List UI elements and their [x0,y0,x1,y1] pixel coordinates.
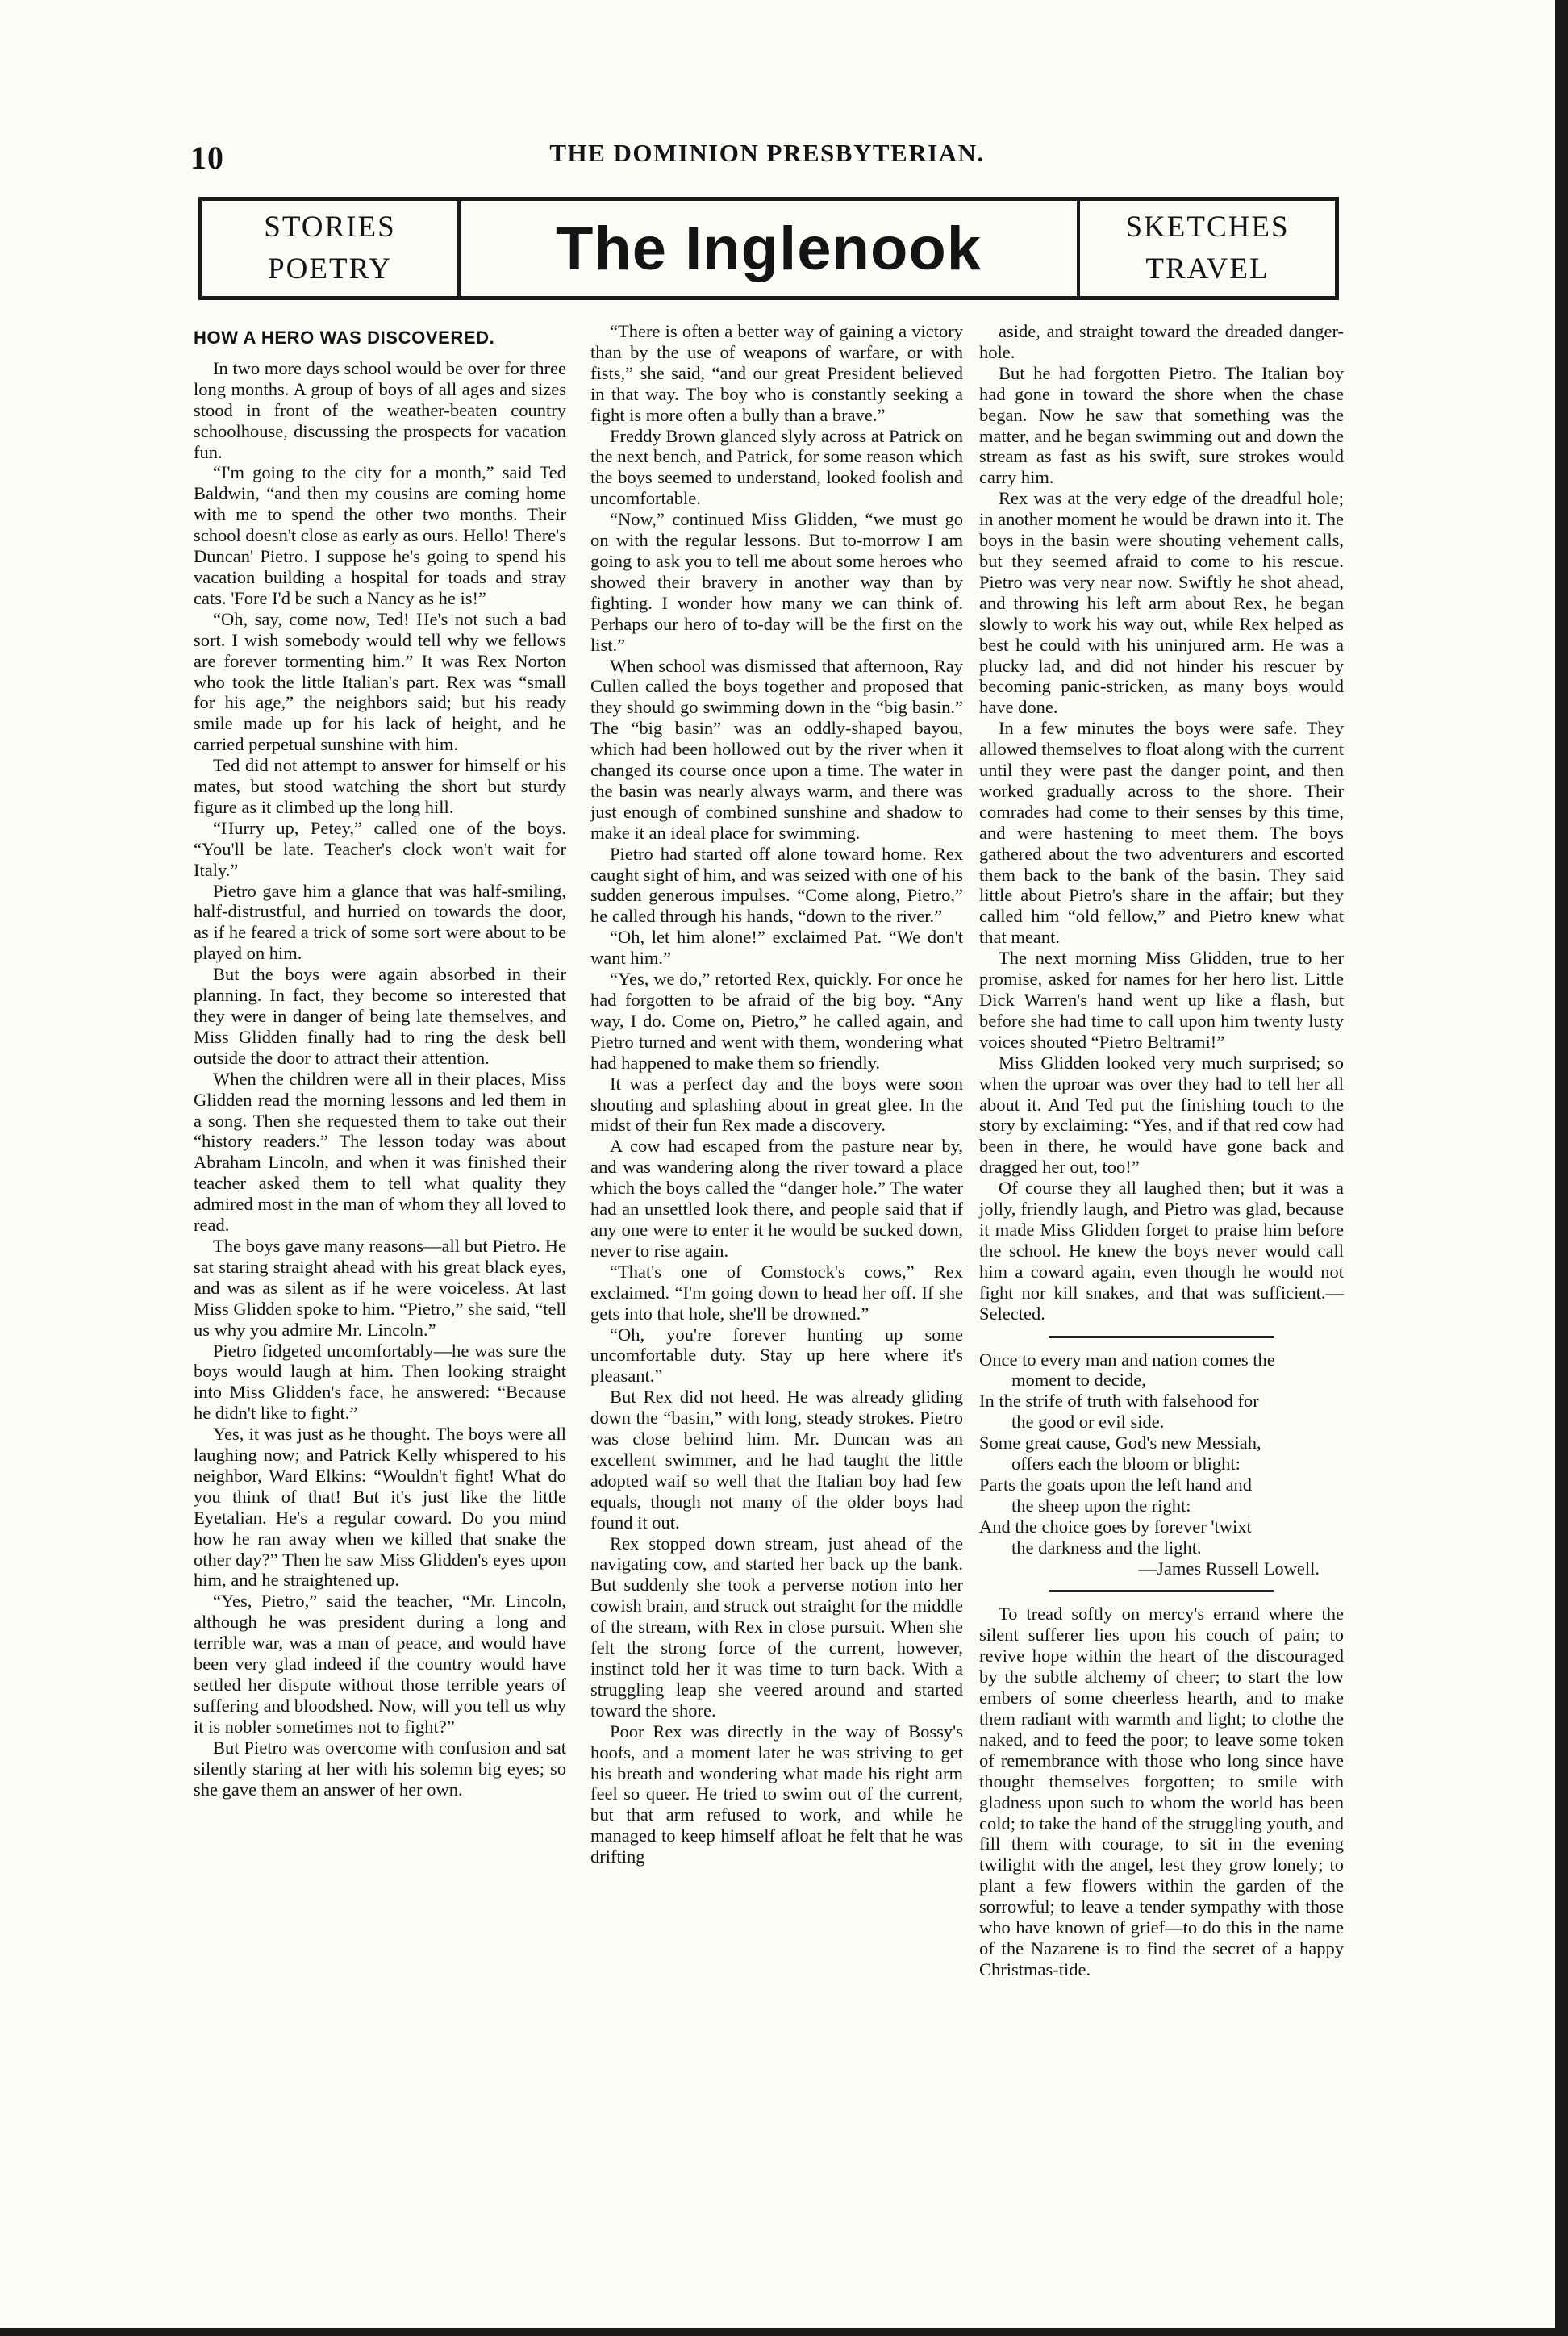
poem-line: the sheep upon the right: [1011,1495,1191,1516]
poem-line: moment to decide, [1011,1370,1146,1391]
paragraph: When the children were all in their places, Miss Glidden read the morning lessons and led them in a song. Then she requested them to take out their “history readers.” The lesson today was about Abraham Lincoln, and when it was finished their teacher asked them to tell what quality they admired most in the man of whom they all loved to read. [194,1068,566,1236]
paragraph: “Hurry up, Petey,” called one of the boys. “You'll be late. Teacher's clock won't wait for Italy.” [194,817,566,880]
poem-line: the darkness and the light. [1011,1537,1202,1558]
poem-attribution: —James Russell Lowell. [1138,1558,1320,1579]
column-1-body [194,358,566,1800]
paragraph: A cow had escaped from the pasture near by, and was wandering along the river toward a place which the boys called the “danger hole.” The water had an unsettled look there, and people said that if any one were to enter it he would be sucked down, never to rise again. [590,1136,963,1261]
poem-line: the good or evil side. [1011,1412,1165,1433]
paragraph: Miss Glidden looked very much surprised; so when the uproar was over they had to tell her all about it. And Ted put the finishing touch to the story by exclaiming: “Yes, and if that red cow had been in there, he would have gone back and dragged her out, too!” [979,1052,1344,1178]
paragraph: In a few minutes the boys were safe. They allowed themselves to float along with the current until they were past the danger point, and then worked gradually across to the shore. Their comrades had come to their senses by this time, and were hastening to meet them. The boys gathered about the two adventurers and escorted them back to the bank of the basin. They said little about Pietro's share in the affair; but they called him “old fellow,” and Pietro knew what that meant. [979,718,1344,948]
page-number: 10 [190,140,224,176]
paragraph: “That's one of Comstock's cows,” Rex exclaimed. “I'm going down to head her off. If she gets into that hole, she'll be drowned.” [590,1261,963,1324]
scan-edge-bottom [0,2328,1568,2336]
paragraph: Poor Rex was directly in the way of Bossy's hoofs, and a moment later he was striving to get his breath and wondering what made his right arm feel so queer. He tried to swim out of the current, but that arm refused to work, and while he managed to keep himself afloat he felt that he was drifting [590,1721,963,1867]
masthead [198,197,1339,300]
paragraph: “Oh, you're forever hunting up some uncomfortable duty. Stay up here where it's pleasant.” [590,1324,963,1387]
publication-title: THE DOMINION PRESBYTERIAN. [549,139,985,167]
paragraph: But he had forgotten Pietro. The Italian boy had gone in toward the shore when the chase began. Now he saw that something was the matter, and he began swimming out and down the stream as fast as his swift, sure strokes would carry him. [979,362,1344,488]
paragraph: “Oh, let him alone!” exclaimed Pat. “We don't want him.” [590,927,963,969]
paragraph: Rex stopped down stream, just ahead of the navigating cow, and started her back up the bank. But suddenly she took a perverse notion into her cowish brain, and struck out straight for the middle of the stream, with Rex in close pursuit. When she felt the strong force of the current, however, instinct told her it was time to turn back. With a struggling leap she veered around and started toward the shore. [590,1533,963,1721]
section-divider [1049,1336,1274,1338]
paragraph: It was a perfect day and the boys were soon shouting and splashing about in great glee. In the midst of their fun Rex made a discovery. [590,1073,963,1136]
column-3 [979,321,1344,2273]
paragraph: Pietro fidgeted uncomfortably—he was sure the boys would laugh at him. Then looking straight into Miss Glidden's face, he answered: “Because he didn't like to fight.” [194,1340,566,1424]
story-headline: HOW A HERO WAS DISCOVERED. [194,327,495,348]
paragraph: Freddy Brown glanced slyly across at Patrick on the next bench, and Patrick, for some reason which the boys seemed to understand, looked foolish and uncomfortable. [590,425,963,509]
paragraph: Of course they all laughed then; but it was a jolly, friendly laugh, and Pietro was glad, because it made Miss Glidden forget to praise him before the school. He knew the boys never would call him a coward again, even though he would not fight nor kill snakes, and that was sufficient.—Selected. [979,1178,1344,1324]
paragraph: In two more days school would be over for three long months. A group of boys of all ages and sizes stood in front of the weather-beaten country schoolhouse, discussing the prospects for vacation fun. [194,357,567,462]
masthead-left-box [202,201,461,296]
closing-text: To tread softly on mercy's errand where the silent sufferer lies upon his couch of pain; to revive hope within the heart of the discouraged by the subtle alchemy of cheer; to start the low embers of some cheerless hearth, and to make them radiant with warmth and light; to clothe the naked, and to feed the poor; to leave some token of remembrance with those who long since have thought themselves forgotten; to smile with gladness upon such to whom the world has been cold; to take the hand of the struggling youth, and fill them with courage, to sit in the evening twilight with the angel, lest they grow lonely; to plant a few flowers within the garden of the sorrowful; to leave a tender sympathy with those who have known of grief—to do this in the name of the Nazarene is to find the secret of a happy Christmas-tide. [979,1604,1344,1979]
paragraph: Yes, it was just as he thought. The boys were all laughing now; and Patrick Kelly whispered to his neighbor, Ward Elkins: “Wouldn't fight! What do you think of that! But it's just like the little Eyetalian. He's a regular coward. Do you mind how he ran away when we killed that snake the other day?” Then he saw Miss Glidden's eyes upon him, and he straightened up. [194,1424,566,1591]
paragraph: Ted did not attempt to answer for himself or his mates, but stood watching the short but sturdy figure as it climbed up the long hill. [194,755,566,817]
poem-line: Parts the goats upon the left hand and [979,1474,1253,1495]
paragraph: Rex was at the very edge of the dreadful hole; in another moment he would be drawn into it. The boys in the basin were shouting vehement calls, but they seemed afraid to come to his rescue. Pietro was very near now. Swiftly he shot ahead, and throwing his left arm about Rex, he began slowly to work his way out, while Rex helped as best he could with his uninjured arm. He was a plucky lad, and did not hinder his rescuer by becoming panic-stricken, as many boys would have done. [979,488,1344,718]
paragraph: The boys gave many reasons—all but Pietro. He sat staring straight ahead with his great black eyes, and was as silent as if he were voiceless. At last Miss Glidden spoke to him. “Pietro,” she said, “tell us why you admire Mr. Lincoln.” [194,1235,566,1340]
section-divider-2 [1049,1590,1274,1592]
masthead-right-bottom: TRAVEL [1145,252,1270,286]
paragraph: But Pietro was overcome with confusion and sat silently staring at her with his solemn big eyes; so she gave them an answer of her own. [194,1737,566,1800]
poem-line: In the strife of truth with falsehood for [979,1391,1259,1412]
poem-line: offers each the bloom or blight: [1011,1454,1241,1475]
paragraph: Pietro gave him a glance that was half-smiling, half-distrustful, and hurried on towards the door, as if he feared a trick of some sort were about to be played on him. [194,880,566,964]
scan-edge-right [1555,0,1568,2336]
column-2-body [590,321,963,1867]
column-1 [194,321,566,2273]
paragraph: The next morning Miss Glidden, true to her promise, asked for names for her hero list. Little Dick Warren's hand went up like a flash, but before she had time to call upon him twenty lusty voices shouted “Pietro Beltrami!” [979,948,1344,1052]
poem-lines [979,1349,1344,1558]
masthead-left-bottom: POETRY [268,252,392,286]
paragraph: But Rex did not heed. He was already gliding down the “basin,” with long, steady strokes. Pietro was close behind him. Mr. Duncan was an excellent swimmer, and he had taught the little adopted waif so well that the Italian boy had few equals, though not many of the older boys had found it out. [590,1387,963,1533]
christmas-paragraph [979,1604,1344,1979]
paragraph: aside, and straight toward the dreaded danger-hole. [979,321,1344,362]
column-2 [590,321,963,2273]
paragraph: “There is often a better way of gaining a victory than by the use of weapons of warfare, or with fists,” she said, “and our great President believed in that way. The boy who is constantly seeking a fight is more often a bully than a brave.” [590,321,963,425]
paragraph: “I'm going to the city for a month,” said Ted Baldwin, “and then my cousins are coming home with me to spend the other two months. Their school doesn't close as early as ours. Hello! There's Duncan' Pietro. I suppose he's going to spend his vacation building a hospital for toads and stray cats. 'Fore I'd be such a Nancy as he is!” [194,462,566,608]
paragraph: “Oh, say, come now, Ted! He's not such a bad sort. I wish somebody would tell why we fellows are forever tormenting him.” It was Rex Norton who took the little Italian's part. Rex was “small for his age,” the neighbors said; but his ready smile made up for his lack of height, and he carried perpetual sunshine with him. [194,608,566,755]
paragraph: Pietro had started off alone toward home. Rex caught sight of him, and was seized with one of his sudden generous impulses. “Come along, Pietro,” he called through his hands, “down to the river.” [590,843,963,927]
poem-line: Some great cause, God's new Messiah, [979,1433,1261,1454]
column-3-body [979,321,1344,1324]
paragraph: “Yes, we do,” retorted Rex, quickly. For once he had forgotten to be afraid of the big boy. “Any way, I do. Come on, Pietro,” he called again, and Pietro turned and went with them, wondering what had happened to make them so friendly. [590,969,963,1073]
poem-line: Once to every man and nation comes the [979,1349,1275,1370]
poem [979,1349,1344,1579]
paragraph: “Yes, Pietro,” said the teacher, “Mr. Lincoln, although he was president during a long and terrible war, was a man of peace, and would have been very glad indeed if the country would have settled her dispute without those terrible years of suffering and bloodshed. Now, will you tell us why it is nobler sometimes not to fight?” [194,1591,566,1737]
section-title: The Inglenook [555,214,982,283]
poem-line: And the choice goes by forever 'twixt [979,1516,1252,1537]
masthead-left-top: STORIES [264,211,396,244]
masthead-right-box [1077,201,1335,296]
paragraph: When school was dismissed that afternoon, Ray Cullen called the boys together and proposed that they should go swimming down in the “big basin.” The “big basin” was an oddly-shaped bayou, which had been hollowed out by the river when it changed its course once upon a time. The water in the basin was nearly always warm, and there was just enough of combined sunshine and shadow to make it an ideal place for swimming. [590,655,963,843]
paragraph: But the boys were again absorbed in their planning. In fact, they become so interested that they were in danger of being late themselves, and Miss Glidden finally had to ring the desk bell outside the door to attract their attention. [194,964,566,1068]
paragraph: “Now,” continued Miss Glidden, “we must go on with the regular lessons. But to-morrow I am going to ask you to tell me about some heroes who showed their bravery in another way than by fighting. I wonder how many we can think of. Perhaps our hero of to-day will be the first on the list.” [590,509,963,655]
masthead-right-top: SKETCHES [1125,211,1290,244]
running-head [190,136,1344,176]
